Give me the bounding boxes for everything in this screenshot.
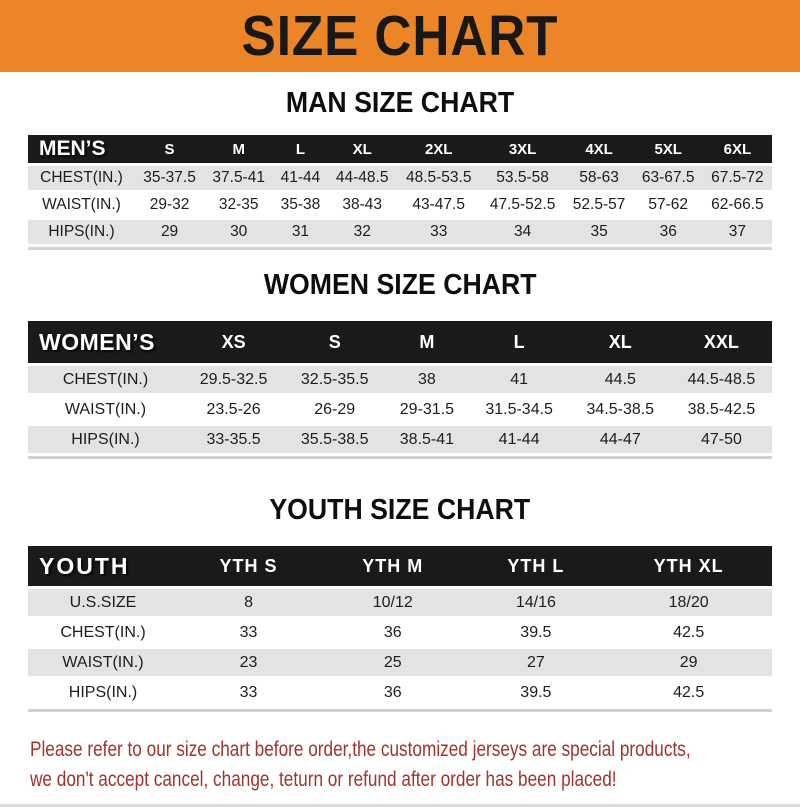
section-youth [0,495,800,712]
size-cell: 33-35.5 [183,426,284,453]
size-cell: 41-44 [469,426,570,453]
size-cell: 47-50 [671,426,772,453]
size-cell: 29 [135,220,204,244]
row-label: CHEST(IN.) [28,366,183,393]
size-cell: 38-43 [328,193,397,217]
row-label: U.S.SIZE [28,589,178,616]
column-header: 3XL [481,135,565,163]
size-cell: 38 [385,366,468,393]
size-cell: 48.5-53.5 [397,166,481,190]
row-label: HIPS(IN.) [28,679,178,706]
table-row [28,619,772,646]
size-cell: 44.5-48.5 [671,366,772,393]
size-cell: 43-47.5 [397,193,481,217]
men-size-table-wrap [28,132,772,250]
size-cell: 34.5-38.5 [570,396,671,423]
size-cell: 37 [703,220,772,244]
table-header-label: YOUTH [28,546,178,586]
men-section-heading [0,88,800,118]
column-header: XS [183,321,284,363]
row-label: WAIST(IN.) [28,396,183,423]
table-row [28,396,772,423]
size-cell: 30 [204,220,273,244]
size-cell: 32-35 [204,193,273,217]
table-row [28,426,772,453]
column-header: S [284,321,385,363]
disclaimer [30,734,800,794]
table-row [28,649,772,676]
row-label: WAIST(IN.) [28,649,178,676]
size-cell: 41-44 [273,166,327,190]
table-header-label: MEN’S [28,135,135,163]
row-label: HIPS(IN.) [28,220,135,244]
banner [0,0,800,72]
size-cell: 29-32 [135,193,204,217]
column-header: XXL [671,321,772,363]
size-table [28,132,772,247]
size-cell: 67.5-72 [703,166,772,190]
column-header: YTH M [319,546,466,586]
youth-section-heading [0,495,800,525]
size-cell: 35 [565,220,634,244]
size-cell: 47.5-52.5 [481,193,565,217]
size-cell: 53.5-58 [481,166,565,190]
size-cell: 32.5-35.5 [284,366,385,393]
size-cell: 52.5-57 [565,193,634,217]
size-cell: 57-62 [634,193,703,217]
size-cell: 23.5-26 [183,396,284,423]
size-cell: 29.5-32.5 [183,366,284,393]
column-header: 2XL [397,135,481,163]
column-header: M [385,321,468,363]
table-header-row [28,135,772,163]
disclaimer-line-1: Please refer to our size chart before order,the customized jerseys are special products, [30,737,691,761]
section-women [0,270,800,459]
size-cell: 36 [319,679,466,706]
youth-section-heading-text: YOUTH SIZE CHART [269,494,531,526]
size-cell: 10/12 [319,589,466,616]
disclaimer-line-2: we don't accept cancel, change, teturn or refund after order has been placed! [30,767,617,791]
size-cell: 42.5 [605,619,772,646]
size-cell: 33 [178,619,319,646]
column-header: M [204,135,273,163]
size-cell: 41 [469,366,570,393]
size-cell: 58-63 [565,166,634,190]
table-row [28,220,772,244]
size-cell: 44-48.5 [328,166,397,190]
size-cell: 23 [178,649,319,676]
row-label: HIPS(IN.) [28,426,183,453]
size-cell: 44.5 [570,366,671,393]
column-header: 4XL [565,135,634,163]
size-cell: 34 [481,220,565,244]
table-row [28,679,772,706]
size-cell: 32 [328,220,397,244]
table-row [28,193,772,217]
size-cell: 33 [178,679,319,706]
column-header: L [273,135,327,163]
size-cell: 63-67.5 [634,166,703,190]
row-label: WAIST(IN.) [28,193,135,217]
row-label: CHEST(IN.) [28,166,135,190]
women-section-heading-text: WOMEN SIZE CHART [263,269,537,301]
size-cell: 29-31.5 [385,396,468,423]
column-header: XL [328,135,397,163]
column-header: 5XL [634,135,703,163]
size-cell: 31.5-34.5 [469,396,570,423]
women-size-table-wrap [28,318,772,459]
column-header: XL [570,321,671,363]
size-cell: 35-38 [273,193,327,217]
size-cell: 38.5-42.5 [671,396,772,423]
size-cell: 33 [397,220,481,244]
women-section-heading [0,270,800,300]
size-cell: 44-47 [570,426,671,453]
size-cell: 39.5 [466,619,605,646]
column-header: YTH L [466,546,605,586]
size-cell: 27 [466,649,605,676]
size-cell: 36 [634,220,703,244]
size-cell: 36 [319,619,466,646]
size-cell: 35-37.5 [135,166,204,190]
size-cell: 39.5 [466,679,605,706]
size-cell: 31 [273,220,327,244]
table-header-label: WOMEN’S [28,321,183,363]
size-cell: 18/20 [605,589,772,616]
row-label: CHEST(IN.) [28,619,178,646]
table-header-row [28,546,772,586]
column-header: L [469,321,570,363]
size-cell: 62-66.5 [703,193,772,217]
table-row [28,589,772,616]
size-table [28,543,772,709]
size-cell: 38.5-41 [385,426,468,453]
size-cell: 14/16 [466,589,605,616]
men-section-heading-text: MAN SIZE CHART [285,87,515,119]
size-cell: 29 [605,649,772,676]
section-men [0,88,800,250]
size-cell: 8 [178,589,319,616]
size-cell: 25 [319,649,466,676]
banner-title: SIZE CHART [241,3,559,68]
table-row [28,166,772,190]
size-table [28,318,772,456]
size-cell: 37.5-41 [204,166,273,190]
column-header: YTH S [178,546,319,586]
youth-size-table-wrap [28,543,772,712]
column-header: YTH XL [605,546,772,586]
size-cell: 42.5 [605,679,772,706]
size-cell: 35.5-38.5 [284,426,385,453]
table-row [28,366,772,393]
column-header: 6XL [703,135,772,163]
size-cell: 26-29 [284,396,385,423]
table-header-row [28,321,772,363]
column-header: S [135,135,204,163]
